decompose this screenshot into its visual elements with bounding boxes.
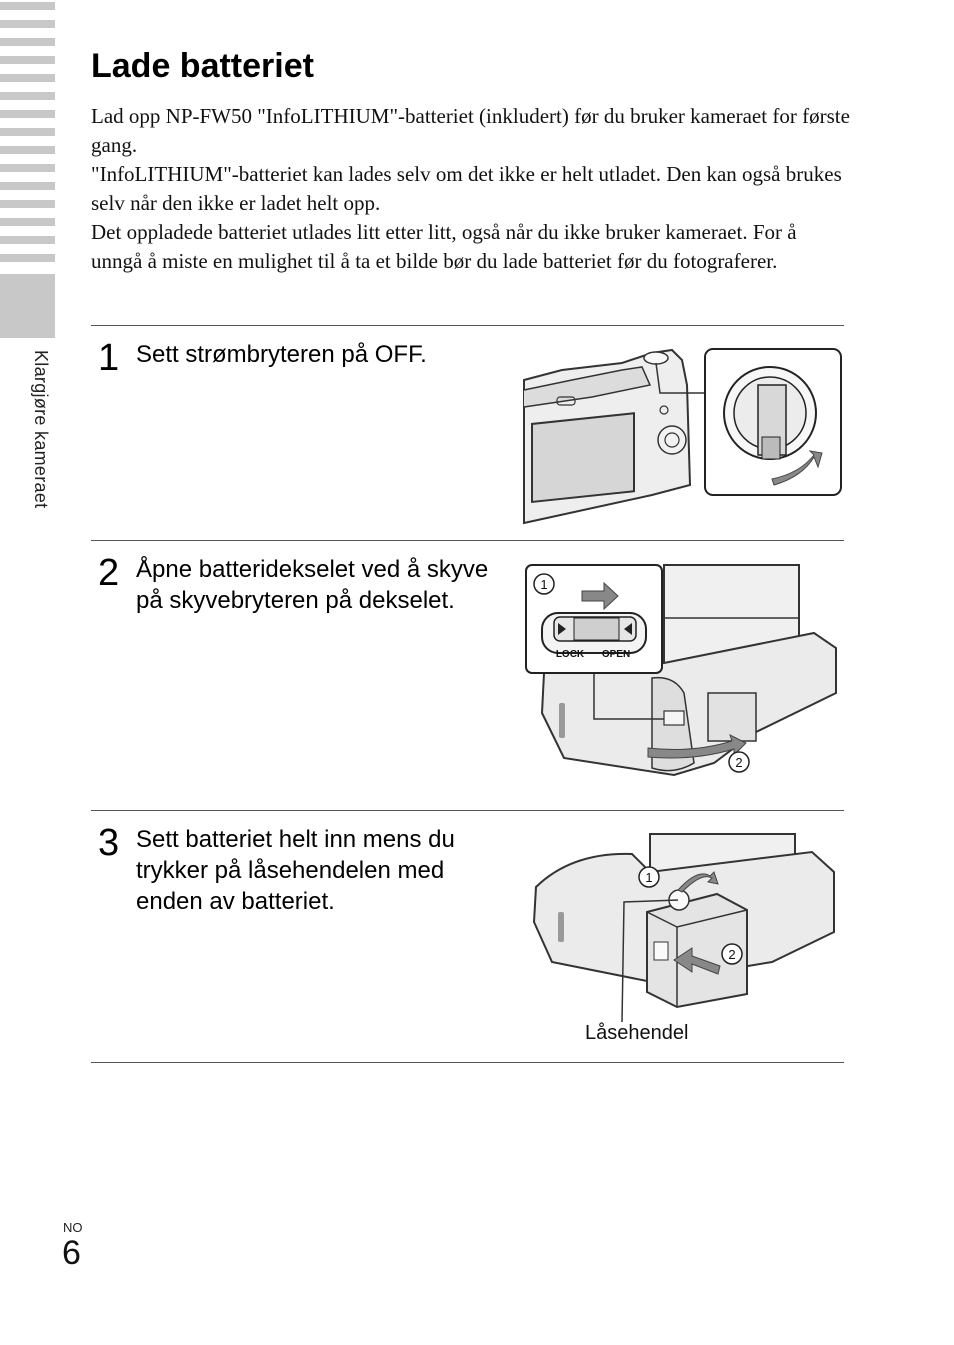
lock-lever-label: Låsehendel	[585, 1022, 689, 1044]
intro-paragraph: Det oppladede batteriet utlades litt etter litt, også når du ikke bruker kameraet. For å unngå å miste en mulighet til å ta et bilde bør du lade batteriet før du fotograferer.	[91, 220, 797, 273]
intro-paragraph: "InfoLITHIUM"-batteriet kan lades selv om det ikke er helt utladet. Den kan også brukes selv når den ikke er ladet helt opp.	[91, 162, 842, 215]
language-code: NO	[63, 1220, 83, 1235]
marker-2: 2	[728, 947, 736, 962]
battery-cover-illustration	[524, 563, 844, 785]
power-switch-illustration	[522, 345, 844, 525]
step-text: Åpne batteridekselet ved å skyve på skyvebryteren på dekselet.	[136, 556, 489, 614]
page-number: 6	[62, 1234, 81, 1272]
battery-insert-illustration	[532, 832, 842, 1032]
lock-label: LOCK	[555, 649, 585, 660]
step-number: 2	[98, 552, 120, 594]
step-text: Sett batteriet helt inn mens du trykker på låsehendelen med enden av batteriet.	[136, 826, 455, 915]
intro-paragraph: Lad opp NP-FW50 "InfoLITHIUM"-batteriet (inkludert) før du bruker kameraet for første gang.	[91, 104, 850, 157]
step-text: Sett strømbryteren på OFF.	[136, 341, 427, 368]
step-number: 3	[98, 822, 120, 864]
divider	[91, 1062, 844, 1063]
open-label: OPEN	[601, 649, 631, 660]
marker-2: 2	[735, 755, 743, 770]
marker-1: 1	[540, 577, 548, 592]
step-number: 1	[98, 337, 120, 379]
marker-1: 1	[645, 870, 653, 885]
intro-text	[91, 102, 851, 276]
section-tab	[0, 274, 55, 338]
page-title: Lade batteriet	[91, 47, 314, 85]
section-label: Klargjøre kameraet	[31, 350, 51, 509]
divider	[91, 810, 844, 811]
divider	[91, 540, 844, 541]
divider	[91, 325, 844, 326]
